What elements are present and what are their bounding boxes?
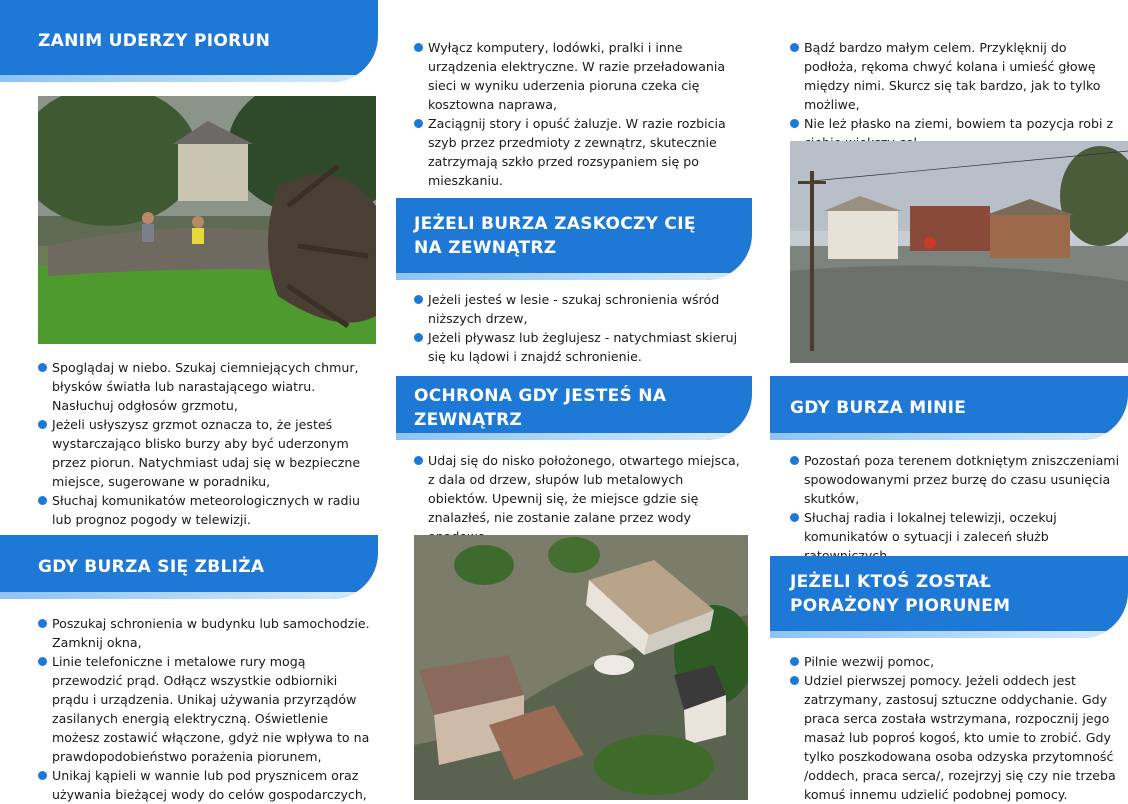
column-3 (770, 0, 1128, 800)
bullet-icon (38, 420, 47, 429)
list-item: Słuchaj komunikatów meteorologicznych w radiu lub prognoz pogody w telewizji. (38, 491, 370, 529)
bullet-list-before-lightning (38, 358, 370, 529)
list-item: Jeżeli usłyszysz grzmot oznacza to, że jesteś wystarczająco blisko burzy aby być uderzonym przez piorun. Natychmiast udaj się w bezpieczne miejsce, sugerowane w poradniku, (38, 415, 370, 491)
bullet-icon (38, 363, 47, 372)
list-item: Jeżeli jesteś w lesie - szukaj schronienia wśród niższych drzew, (414, 290, 740, 328)
list-item: Udziel pierwszej pomocy. Jeżeli oddech jest zatrzymany, zastosuj sztuczne oddychanie. Gdy praca serca została wstrzymana, rozpocznij jego masaż lub poproś kogoś, kto umie to zrobić. Gdy tylko poszkodowana osoba odzyska przytomność /oddech, praca serca/, rozejrzyj się czy nie trzeba komuś innemu udzielić podobnej pomocy. (790, 671, 1122, 804)
list-item: Pozostań poza terenem dotkniętym zniszczeniami spowodowanymi przez burzę do czasu usunięcia skutków, (790, 451, 1122, 508)
bullet-icon (790, 119, 799, 128)
flooded-street-image (790, 141, 1128, 363)
bullet-icon (414, 333, 423, 342)
section-title: OCHRONA GDY JESTEŚ NA ZEWNĄTRZ (414, 386, 667, 430)
bullet-icon (38, 771, 47, 780)
list-item: Jeżeli pływasz lub żeglujesz - natychmiast skieruj się ku lądowi i znajdź schronienie. (414, 328, 740, 366)
bullet-list-indoor-precautions (414, 38, 736, 190)
list-item: Poszukaj schronienia w budynku lub samochodzie. Zamknij okna, (38, 614, 370, 652)
column-1 (0, 0, 378, 800)
section-banner-caught-outside (396, 198, 752, 280)
list-item: Zaciągnij story i opuść żaluzje. W razie rozbicia szyb przez przedmioty z zewnątrz, skutecznie zatrzymają szkło przed rozsypaniem się po mieszkaniu. (414, 114, 736, 190)
bullet-icon (38, 496, 47, 505)
list-item: Unikaj kąpieli w wannie lub pod prysznicem oraz używania bieżącej wody do celów gospodarczych, (38, 766, 370, 804)
section-banner-storm-approaching (0, 535, 378, 599)
section-title: GDY BURZA MINIE (790, 398, 967, 418)
list-item: Nie leż płasko na ziemi, bowiem ta pozycja robi z (790, 114, 1120, 152)
flooded-houses-image (414, 535, 748, 800)
bullet-list-storm-approaching (38, 614, 370, 804)
list-item: Wyłącz komputery, lodówki, pralki i inne urządzenia elektryczne. W razie przeładowania sieci w wyniku uderzenia pioruna czeka cię kosztowna naprawa, (414, 38, 736, 114)
bullet-icon (38, 619, 47, 628)
bullet-list-struck-by-lightning (790, 652, 1122, 804)
flooded-houses-aerial-photo (414, 535, 748, 800)
bullet-icon (414, 119, 423, 128)
section-banner-before-lightning (0, 0, 378, 82)
bullet-list-make-small-target (790, 38, 1120, 152)
list-item: Bądź bardzo małym celem. Przyklęknij do podłoża, rękoma chwyć kolana i umieść głowę między nimi. Skurcz się tak bardzo, jak to tylko możliwe, (790, 38, 1120, 114)
bullet-icon (38, 657, 47, 666)
list-item: Spoglądaj w niebo. Szukaj ciemniejących chmur, błysków światła lub narastającego wiatru. Nasłuchuj odgłosów grzmotu, (38, 358, 370, 415)
bullet-icon (414, 43, 423, 52)
column-2 (396, 0, 752, 800)
bullet-icon (790, 43, 799, 52)
bullet-list-caught-outside (414, 290, 740, 366)
fallen-tree-photo (38, 96, 376, 344)
bullet-list-protection-outside (414, 451, 744, 546)
list-item: Linie telefoniczne i metalowe rury mogą przewodzić prąd. Odłącz wszystkie odbiorniki prądu i urządzenia. Unikaj używania przyrządów zasilanych energią elektryczną. Oświetlenie możesz zostawić włączone, gdyż nie wpływa to na prawdopodobieństwo porażenia piorunem, (38, 652, 370, 766)
bullet-icon (414, 295, 423, 304)
fallen-tree-image (38, 96, 376, 344)
flooded-street-photo (790, 141, 1128, 363)
bullet-list-after-storm (790, 451, 1122, 565)
bullet-icon (790, 657, 799, 666)
bullet-icon (790, 513, 799, 522)
bullet-icon (790, 456, 799, 465)
section-title: GDY BURZA SIĘ ZBLIŻA (38, 557, 265, 577)
section-banner-struck-by-lightning (770, 556, 1128, 638)
section-title: ZANIM UDERZY PIORUN (38, 31, 271, 51)
bullet-icon (790, 676, 799, 685)
section-title: JEŻELI KTOŚ ZOSTAŁ PORAŻONY PIORUNEM (790, 572, 1011, 616)
section-title: JEŻELI BURZA ZASKOCZY CIĘ NA ZEWNĄTRZ (414, 214, 696, 258)
list-item: Słuchaj radia i lokalnej telewizji, oczekuj komunikatów o sytuacji i zaleceń służb (790, 508, 1122, 565)
bullet-icon (414, 456, 423, 465)
list-item: Pilnie wezwij pomoc, (790, 652, 1122, 671)
list-item: Udaj się do nisko położonego, otwartego miejsca, z dala od drzew, słupów lub metalowych obiektów. Upewnij się, że miejsce gdzie się znalazłeś, nie zostanie zalane przez wody (414, 451, 744, 546)
section-banner-after-storm (770, 376, 1128, 440)
section-banner-protection-outside (396, 376, 752, 440)
